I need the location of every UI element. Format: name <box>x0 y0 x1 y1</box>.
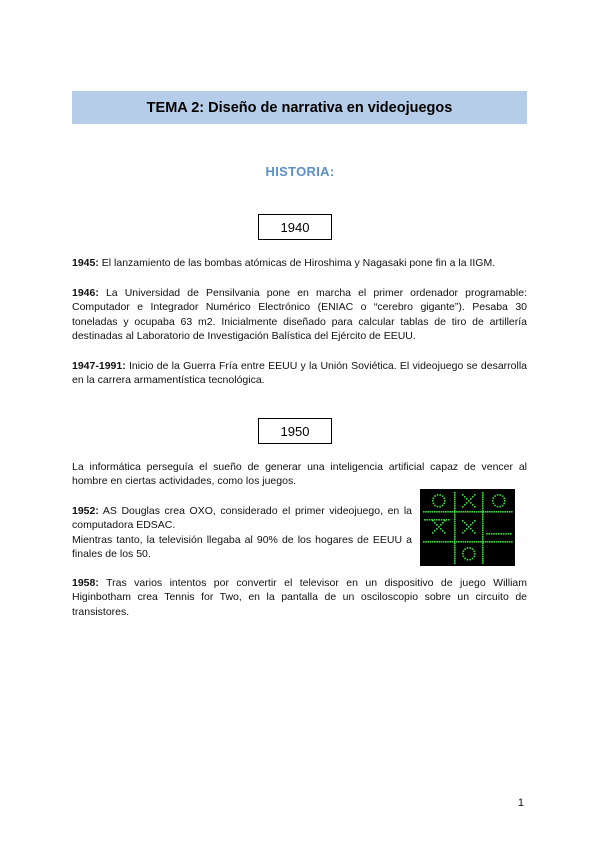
entry-1945-year: 1945: <box>72 257 99 269</box>
page-number: 1 <box>517 797 524 809</box>
entry-1946-year: 1946: <box>72 287 99 299</box>
entry-1958-text: Tras varios intentos por convertir el televisor en un dispositivo de juego William Higinbotham crea Tennis for Two, en la pantalla de un osciloscopio sobre un circuito de transistores. <box>72 577 527 618</box>
entry-1945-text: El lanzamiento de las bombas atómicas de Hiroshima y Nagasaki pone fin a la IIGM. <box>98 257 496 269</box>
entry-1945 <box>72 256 527 270</box>
oxo-dot-matrix <box>420 489 515 566</box>
oxo-game-screen-icon <box>420 489 515 566</box>
entry-1952-text: AS Douglas crea OXO, considerado el primer videojuego, en la computadora EDSAC. <box>72 505 412 532</box>
decade-box-1940: 1940 <box>258 214 332 240</box>
section-heading-historia: HISTORIA: <box>265 164 335 179</box>
intro-1950: La informática perseguía el sueño de generar una inteligencia artificial capaz de vencer al hombre en ciertas actividades, como los juegos. <box>72 461 527 488</box>
page-title: TEMA 2: Diseño de narrativa en videojuegos <box>72 91 527 124</box>
entry-1946 <box>72 286 527 344</box>
entry-1952-year: 1952: <box>72 505 99 517</box>
entry-1952-text-2: Mientras tanto, la televisión llegaba al 90% de los hogares de EEUU a finales de los 50. <box>72 533 412 561</box>
entry-1958-year: 1958: <box>72 577 99 589</box>
decade-box-1950: 1950 <box>258 418 332 444</box>
entry-1947-1991 <box>72 359 527 388</box>
entry-1946-text: La Universidad de Pensilvania pone en marcha el primer ordenador programable: Computador e Integrador Numérico Electrónico (ENIAC o “cerebro gigante”). Pesaba 30 toneladas y ocupaba 63 m2. Inicialmente diseñado para calcular tablas de tiro de artillería destinadas al Laboratorio de Investigación Balística del Ejército de EEUU. <box>72 287 527 343</box>
entry-1958 <box>72 576 527 619</box>
entry-1947-text: Inicio de la Guerra Fría entre EEUU y la Unión Soviética. El videojuego se desarrolla en la carrera armamentística tecnológica. <box>72 360 527 387</box>
entry-1952 <box>72 504 412 562</box>
entry-1947-year: 1947-1991: <box>72 360 126 372</box>
